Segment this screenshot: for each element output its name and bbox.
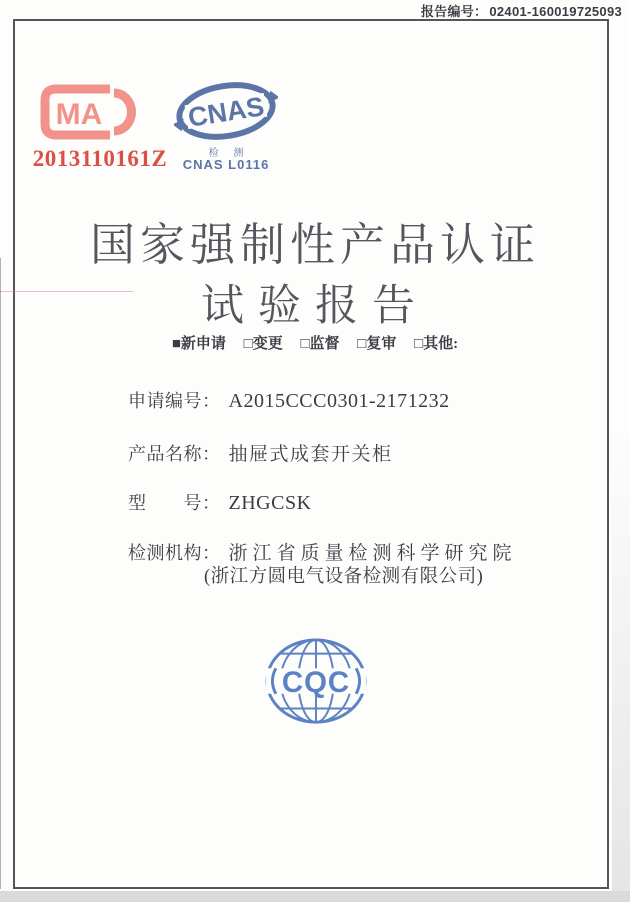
cma-logo (40, 84, 140, 140)
document-title-line2: 试验报告 (201, 283, 429, 330)
field-model-label: 型 号： (128, 493, 221, 513)
field-application-number-label: 申请编号： (128, 391, 221, 411)
checkbox-review: □复审 (357, 336, 397, 352)
report-number-value: 02401-160019725093 (489, 4, 622, 19)
field-model-value: ZHGCSK (228, 492, 312, 514)
field-product-name (128, 439, 393, 466)
field-testing-institution-value: 浙江省质量检测科学研究院 (228, 543, 517, 564)
field-product-name-value: 抽屉式成套开关柜 (228, 444, 393, 465)
cma-logo-icon (40, 84, 140, 140)
cnas-caption: 检 测 (208, 148, 250, 159)
report-number-label: 报告编号： (420, 4, 488, 19)
cqc-logo (262, 636, 370, 730)
field-testing-institution-subname: (浙江方圆电气设备检测有限公司) (204, 567, 484, 587)
field-application-number-value: A2015CCC0301-2171232 (228, 390, 450, 412)
application-type-row (0, 332, 630, 353)
scan-artifact-bottom-strip (0, 891, 630, 902)
report-number (421, 1, 622, 20)
scan-artifact-left-edge (0, 258, 1, 889)
field-testing-institution-label: 检测机构： (128, 543, 221, 563)
checkbox-change: □变更 (243, 336, 283, 352)
field-product-name-label: 产品名称： (128, 444, 221, 464)
field-testing-institution (128, 538, 517, 565)
document-title-line1: 国家强制性产品认证 (89, 220, 540, 270)
cma-accreditation-number: 2013110161Z (32, 146, 168, 171)
cnas-letters: CNAS (186, 91, 267, 133)
scan-artifact-right-shade (612, 430, 630, 891)
checkbox-new-application: ■新申请 (171, 336, 226, 352)
cnas-code: CNAS L0116 (182, 157, 270, 172)
field-model (128, 489, 312, 515)
scan-artifact-pink-line (0, 291, 133, 292)
field-application-number (128, 387, 450, 413)
cnas-logo-icon (174, 80, 278, 142)
cma-letters: MA (55, 98, 103, 131)
cqc-letters: CQC (281, 665, 351, 699)
checkbox-supervision: □监督 (300, 336, 340, 352)
checkbox-other: □其他: (414, 336, 459, 352)
cqc-logo-icon (262, 636, 370, 730)
cnas-logo (174, 80, 278, 142)
